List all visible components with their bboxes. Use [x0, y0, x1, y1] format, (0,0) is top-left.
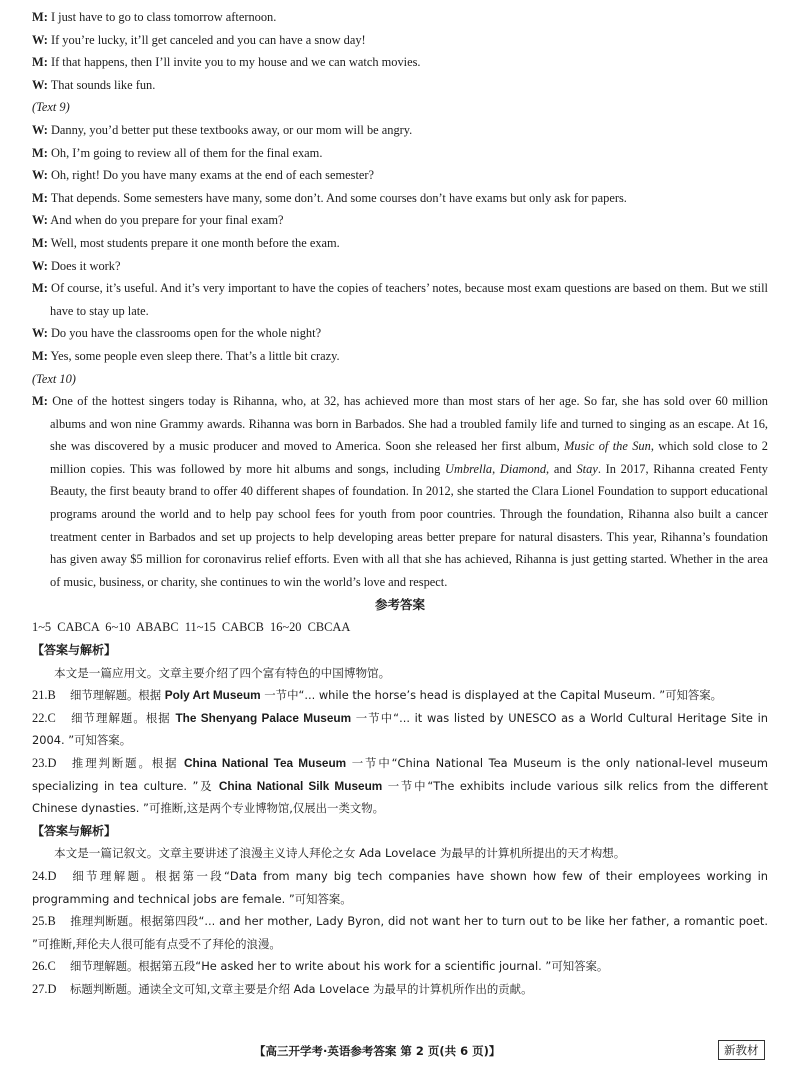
- answers-title: 参考答案: [374, 597, 425, 613]
- answer-number: 26.C: [32, 959, 56, 974]
- dialogue-text: Yes, some people even sleep there. That’s a little bit crazy.: [50, 348, 340, 363]
- answer-text: 一节中“China National Tea Museum is the only national-level museum specializing in tea culture. ”及: [32, 756, 768, 793]
- museum-name: China National Tea Museum: [183, 756, 347, 770]
- dialogue-text: Does it work?: [50, 258, 121, 273]
- museum-name: China National Silk Museum: [218, 778, 383, 793]
- speaker-label: M:: [32, 348, 48, 363]
- speaker-label: M:: [32, 235, 48, 250]
- edition-badge: 新教材: [718, 1040, 765, 1060]
- dialogue-text9: [32, 119, 768, 368]
- dialogue-line: [32, 345, 768, 368]
- answer-item: [32, 707, 768, 752]
- dialogue-text: I just have to go to class tomorrow afternoon.: [50, 10, 277, 24]
- dialogue-text: Do you have the classrooms open for the whole night?: [50, 326, 322, 341]
- speaker-label: M:: [32, 190, 48, 205]
- answer-item: [32, 684, 768, 707]
- answer-number: 24.D: [32, 868, 57, 883]
- section-passage-a: [32, 639, 768, 820]
- dialogue-line: [32, 255, 768, 278]
- answer-keys: 1~5 CABCA 6~10 ABABC 11~15 CABCB 16~20 CBCAA: [32, 620, 351, 635]
- speaker-label: W:: [32, 77, 48, 92]
- text9-label: (Text 9): [32, 100, 70, 115]
- museum-name: The Shenyang Palace Museum: [175, 710, 352, 725]
- answer-text: 细节理解题。根据第一段“Data from many big tech companies have shown how few of their employees working in programming and technical jobs are female. ”可知答案。: [32, 868, 768, 906]
- answer-text: 细节理解题。根据: [70, 688, 165, 703]
- dialogue-line: [32, 164, 768, 187]
- song-title: Diamond: [499, 461, 547, 476]
- dialogue-line: [32, 29, 768, 52]
- answer-text: 细节理解题。根据第五段“He asked her to write about his work for a scientific journal. ”可知答案。: [70, 959, 609, 974]
- dialogue-text: That sounds like fun.: [50, 77, 156, 92]
- dialogue-text: Of course, it’s useful. And it’s very important to have the copies of teachers’ notes, because most exam questions are based on them. But we still have to stay up late.: [50, 281, 768, 318]
- museum-name: Poly Art Museum: [164, 688, 261, 703]
- dialogue-text: Well, most students prepare it one month before the exam.: [50, 235, 340, 250]
- dialogue-text: If that happens, then I’ll invite you to my house and we can watch movies.: [50, 55, 421, 70]
- speaker-label: W:: [32, 122, 48, 137]
- answer-text: 细节理解题。根据: [70, 710, 176, 725]
- answer-number: 23.D: [32, 756, 57, 770]
- speaker-label: W:: [32, 213, 48, 228]
- monologue-segment: ,: [492, 461, 500, 476]
- dialogue-text: Oh, I’m going to review all of them for the final exam.: [50, 145, 323, 160]
- speaker-label: W:: [32, 326, 48, 341]
- page-footer: [0, 1040, 794, 1062]
- speaker-label: W:: [32, 32, 48, 47]
- speaker-label: W:: [32, 168, 48, 183]
- dialogue-line: [32, 209, 768, 232]
- answer-number: 27.D: [32, 981, 57, 996]
- monologue-segment: One of the hottest singers today is Rihanna, who, at 32, has achieved more than most stars of her age. So far, she has sold over 60 million albums and won nine Grammy awards. Rihanna was born in Barbados. She had a troubled family life and turned to singing as an escape. At 16, she was discovered by a music producer and moved to America. Soon she released her first album,: [50, 394, 769, 454]
- dialogue-line: [32, 51, 768, 74]
- answer-item: [32, 752, 768, 820]
- monologue-segment: . In 2017, Rihanna created Fenty Beauty, the first beauty brand to offer 40 different shapes of foundation. In 2012, she started the Clara Lionel Foundation to support educational programs around the world and to help pay school fees for youth from poor countries. Through the foundation, Rihanna also built a cancer treatment center in Barbados and set up projects to help developing areas better prepare for natural disasters. This year, Rihanna’s foundation has given away $5 million for coronavirus relief efforts. Even with all that she has achieved, Rihanna is just getting started. Whether in the area of music, business, or charity, she continues to win the world’s love and respect.: [50, 461, 768, 589]
- monologue-segment: , which sold close to 2 million copies. This was followed by more hit albums and songs, including: [50, 439, 768, 476]
- answer-text: 一节中“... it was listed by UNESCO as a World Cultural Heritage Site in 2004. ”可知答案。: [32, 710, 769, 748]
- section-heading: 【答案与解析】: [32, 823, 117, 838]
- dialogue-text: That depends. Some semesters have many, some don’t. And some courses don’t have exams but only ask for papers.: [50, 190, 627, 205]
- song-title: Umbrella: [445, 461, 493, 476]
- monologue-segment: , and: [546, 461, 577, 476]
- speaker-label: W:: [32, 258, 48, 273]
- speaker-label: M:: [32, 10, 48, 24]
- section-intro: 本文是一篇应用文。文章主要介绍了四个富有特色的中国博物馆。: [54, 665, 391, 680]
- answer-text: 推理判断题。根据: [70, 756, 184, 770]
- dialogue-text8-tail: [32, 6, 768, 96]
- speaker-label: M:: [32, 145, 48, 160]
- page-content: [32, 6, 768, 1001]
- answer-number: 25.B: [32, 914, 56, 929]
- dialogue-line: [32, 232, 768, 255]
- answer-text: 推理判断题。根据第四段“... and her mother, Lady Byron, did not want her to turn out to be like her father, a romantic poet. ”可推断,拜伦夫人很可能有点受不了拜伦的浪漫。: [32, 914, 768, 951]
- answer-text: 一节中“... while the horse’s head is displayed at the Capital Museum. ”可知答案。: [260, 688, 723, 703]
- section-intro: 本文是一篇记叙文。文章主要讲述了浪漫主义诗人拜伦之女 Ada Lovelace 为最早的计算机所提出的天才构想。: [54, 846, 626, 861]
- dialogue-line: [32, 187, 768, 210]
- dialogue-line: [32, 322, 768, 345]
- dialogue-line: [32, 119, 768, 142]
- answer-text: 一节中“The exhibits include various silk relics from the different Chinese dynasties. ”可推断,这是两个专业博物馆,仅展出一类文物。: [32, 778, 768, 816]
- album-title: Music of the Sun: [564, 439, 651, 454]
- answer-number: 22.C: [32, 710, 56, 725]
- dialogue-line: [32, 74, 768, 97]
- dialogue-text: Danny, you’d better put these textbooks away, or our mom will be angry.: [50, 122, 413, 137]
- dialogue-line: [32, 6, 768, 29]
- monologue-text10: [32, 390, 768, 593]
- answer-text: 标题判断题。通读全文可知,文章主要是介绍 Ada Lovelace 为最早的计算机所作出的贡献。: [70, 981, 533, 996]
- speaker-label: M:: [32, 281, 48, 296]
- dialogue-text: Oh, right! Do you have many exams at the end of each semester?: [50, 168, 375, 183]
- dialogue-line: [32, 142, 768, 165]
- speaker-label: M:: [32, 394, 48, 409]
- dialogue-text: And when do you prepare for your final exam?: [50, 213, 284, 228]
- speaker-label: M:: [32, 55, 48, 70]
- footer-text: 【高三开学考·英语参考答案 第 2 页(共 6 页)】: [254, 1044, 501, 1058]
- answer-item: [32, 955, 768, 978]
- section-heading: 【答案与解析】: [32, 643, 117, 658]
- song-title: Stay: [576, 461, 598, 476]
- dialogue-text: If you’re lucky, it’ll get canceled and you can have a snow day!: [50, 32, 366, 47]
- answer-number: 21.B: [32, 688, 56, 703]
- answer-item: [32, 865, 768, 910]
- answer-item: [32, 910, 768, 955]
- answer-item: [32, 978, 768, 1001]
- text10-label: (Text 10): [32, 371, 76, 386]
- section-passage-b: [32, 820, 768, 1001]
- dialogue-line: [32, 277, 768, 322]
